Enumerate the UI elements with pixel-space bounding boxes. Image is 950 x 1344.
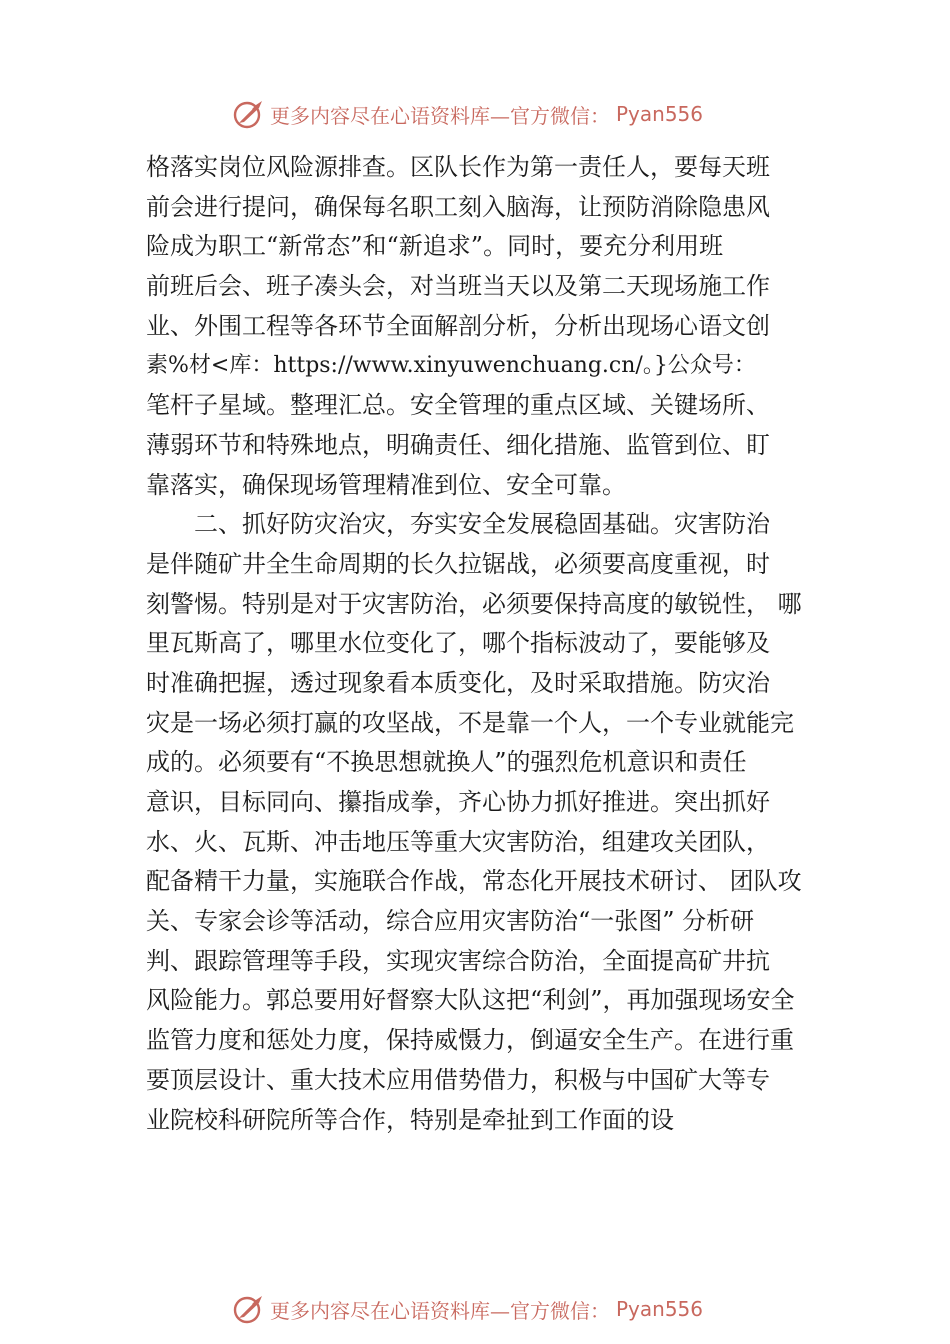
text-line: 监管力度和惩处力度，保持威慑力，倒逼安全生产。在进行重	[146, 1026, 794, 1055]
text-line: 格落实岗位风险源排查。区队长作为第一责任人，要每天班	[146, 153, 770, 181]
text-line: 风险能力。郭总要用好督察大队这把“利剑”，再加强现场安全	[146, 986, 795, 1015]
watermark-account: Pyan556	[616, 102, 704, 126]
text-line: 时准确把握，透过现象看本质变化，及时采取措施。防灾治	[146, 668, 770, 697]
section-heading-line: 二、抓好防灾治灾，夯实安全发展稳固基础。灾害防治	[194, 510, 770, 539]
text-line: 薄弱环节和特殊地点，明确责任、细化措施、监管到位、盯	[146, 430, 770, 459]
text-line: 前班后会、班子凑头会，对当班当天以及第二天现场施工作	[146, 272, 770, 301]
text-line: 是伴随矿井全生命周期的长久拉锯战，必须要高度重视，时	[146, 549, 770, 578]
text-line: 成的。必须要有“不换思想就换人”的强烈危机意识和责任	[146, 748, 747, 777]
text-line: 靠落实，确保现场管理精准到位、安全可靠。	[146, 470, 626, 499]
watermark-text: 更多内容尽在心语资料库—官方微信：	[270, 1298, 610, 1323]
watermark-footer	[232, 1291, 703, 1327]
text-line: 业、外围工程等各环节全面解剖分析，分析出现场心语文创	[146, 311, 770, 340]
text-line: 业院校科研院所等合作，特别是牵扯到工作面的设	[146, 1105, 674, 1134]
text-line: 意识，目标同向、攥指成拳，齐心协力抓好推进。突出抓好	[146, 788, 770, 816]
quill-logo-icon	[232, 97, 266, 131]
text-line: 关、专家会诊等活动，综合应用灾害防治“一张图” 分析研	[146, 907, 755, 936]
text-line: 前会进行提问，确保每名职工刻入脑海，让预防消除隐患风	[146, 192, 770, 221]
text-line: 笔杆子星域。整理汇总。安全管理的重点区域、关键场所、	[146, 391, 770, 420]
watermark-header	[232, 96, 703, 132]
watermark-account: Pyan556	[616, 1297, 704, 1321]
text-line: 刻警惕。特别是对于灾害防治，必须要保持高度的敏锐性， 哪	[146, 589, 802, 618]
watermark-text: 更多内容尽在心语资料库—官方微信：	[270, 103, 610, 128]
text-line: 判、跟踪管理等手段，实现灾害综合防治，全面提高矿井抗	[146, 946, 770, 975]
text-line: 要顶层设计、重大技术应用借势借力，积极与中国矿大等专	[146, 1065, 770, 1094]
text-line: 险成为职工“新常态”和“新追求”。同时，要充分利用班	[146, 232, 724, 261]
text-line: 水、火、瓦斯、冲击地压等重大灾害防治，组建攻关团队，	[146, 827, 770, 856]
quill-logo-icon	[232, 1292, 266, 1326]
text-line: 配备精干力量，实施联合作战，常态化开展技术研讨、 团队攻	[146, 867, 802, 896]
document-body	[146, 148, 826, 1140]
text-line: 灾是一场必须打赢的攻坚战，不是靠一个人，一个专业就能完	[146, 708, 794, 737]
text-line: 里瓦斯高了，哪里水位变化了，哪个指标波动了，要能够及	[146, 629, 770, 658]
text-line-with-url: 素%材<库：https://www.xinyuwenchuang.cn/。}公众号：	[146, 353, 756, 379]
